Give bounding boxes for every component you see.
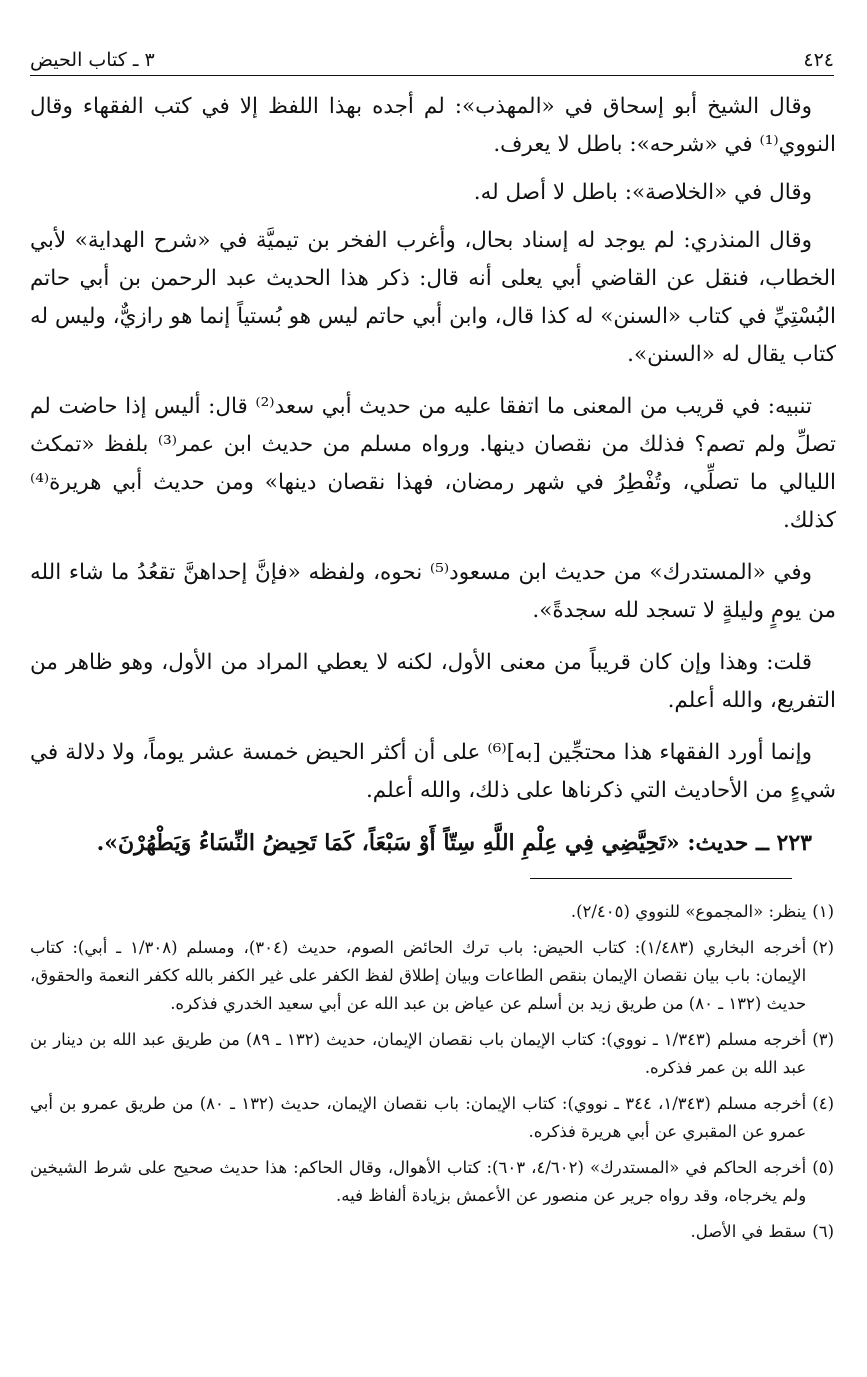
paragraph: وقال الشيخ أبو إسحاق في «المهذب»: لم أجده بهذا اللفظ إلا في كتب الفقهاء وقال النووي⁽¹⁾ في «شرحه»: باطل لا يعرف. <box>30 94 836 157</box>
footnote <box>30 1154 834 1210</box>
running-header <box>30 46 834 76</box>
footnote <box>30 934 834 1018</box>
page-number: ٤٢٤ <box>803 49 834 71</box>
paragraph: وفي «المستدرك» من حديث ابن مسعود⁽⁵⁾ نحوه، ولفظه «فإنَّ إحداهنَّ تقعُدُ ما شاء الله من يومٍ وليلةٍ لا تسجد لله سجدةً». <box>30 560 836 623</box>
paragraph: وقال في «الخلاصة»: باطل لا أصل له. <box>473 180 812 205</box>
hadith-heading <box>30 824 836 862</box>
footnote-text: ينظر: «المجموع» للنووي (٢/٤٠٥). <box>570 902 807 921</box>
footnote-number: (٣) <box>812 1030 834 1049</box>
paragraph: تنبيه: في قريب من المعنى ما اتفقا عليه من حديث أبي سعد⁽²⁾ قال: أليس إذا حاضت لم تصلِّ ولم تصم؟ فذلك من نقصان دينها. ورواه مسلم من حديث ابن عمر⁽³⁾ بلفظ «تمكث الليالي ما تصلِّي، وتُفْطِرُ في شهر رمضان، فهذا نقصان دينها» ومن حديث أبي هريرة⁽⁴⁾ كذلك. <box>30 394 836 533</box>
footnote-separator <box>530 878 792 879</box>
hadith-text: «تَحِيَّضِي فِي عِلْمِ اللَّهِ سِتّاً أَوْ سَبْعَاً، كَمَا تَحِيضُ النِّسَاءُ وَيَطْهُرْنَ». <box>96 830 680 856</box>
footnote-number: (٤) <box>812 1094 834 1113</box>
footnote <box>30 898 834 926</box>
footnote-number: (٢) <box>812 938 834 957</box>
footnote-text: أخرجه البخاري (١/٤٨٣): كتاب الحيض: باب ترك الحائض الصوم، حديث (٣٠٤)، ومسلم (١/٣٠٨ ـ أبي): كتاب الإيمان: باب بيان نقصان الإيمان بنقص الطاعات وبيان إطلاق لفظ الكفر على غير الكفر بالله ككفر النعمة والحقوق، حديث (١٣٢ ـ ٨٠) من طريق زيد بن أسلم عن عياض بن عبد الله عن أبي سعيد الخدري فذكره. <box>30 938 807 1013</box>
paragraph: وإنما أورد الفقهاء هذا محتجِّين [به]⁽⁶⁾ على أن أكثر الحيض خمسة عشر يوماً، ولا دلالة في شيءٍ من الأحاديث التي ذكرناها على ذلك، والله أعلم. <box>30 740 836 803</box>
footnote-text: أخرجه مسلم (١/٣٤٣ ـ نووي): كتاب الإيمان باب نقصان الإيمان، حديث (١٣٢ ـ ٨٩) من طريق عبد الله بن دينار بن عبد الله بن عمر فذكره. <box>30 1030 807 1077</box>
footnote-text: أخرجه الحاكم في «المستدرك» (٤/٦٠٢، ٦٠٣): كتاب الأهوال، وقال الحاكم: هذا حديث صحيح على شرط الشيخين ولم يخرجاه، وقد رواه جرير عن منصور عن الأعمش بزيادة ألفاظ فيه. <box>30 1158 807 1205</box>
paragraph: قلت: وهذا وإن كان قريباً من معنى الأول، لكنه لا يعطي المراد من الأول، وهو ظاهر من التفريع، والله أعلم. <box>30 650 836 713</box>
paragraph: وقال المنذري: لم يوجد له إسناد بحال، وأغرب الفخر بن تيميَّة في «شرح الهداية» لأبي الخطاب، فنقل عن القاضي أبي يعلى أنه قال: ذكر هذا الحديث عبد الرحمن بن أبي حاتم البُسْتِيِّ في كتاب «السنن» له كذا قال، وابن أبي حاتم ليس هو بُستياً إنما هو رازيٌّ، وليس له كتاب يقال له «السنن». <box>30 228 836 367</box>
footnotes <box>30 898 834 1254</box>
footnote-number: (٦) <box>812 1222 834 1241</box>
hadith-label: ٢٢٣ ــ حديث: <box>687 830 812 856</box>
footnote-number: (١) <box>812 902 834 921</box>
footnote-text: أخرجه مسلم (١/٣٤٣، ٣٤٤ ـ نووي): كتاب الإيمان: باب نقصان الإيمان، حديث (١٣٢ ـ ٨٠) من طريق عمرو بن أبي عمرو عن المقبري عن أبي هريرة فذكره. <box>30 1094 807 1141</box>
footnote <box>30 1026 834 1082</box>
footnote <box>30 1090 834 1146</box>
footnote <box>30 1218 834 1246</box>
main-text <box>30 88 836 876</box>
footnote-number: (٥) <box>812 1158 834 1177</box>
chapter-title: ٣ ـ كتاب الحيض <box>30 49 155 71</box>
footnote-text: سقط في الأصل. <box>690 1222 807 1241</box>
